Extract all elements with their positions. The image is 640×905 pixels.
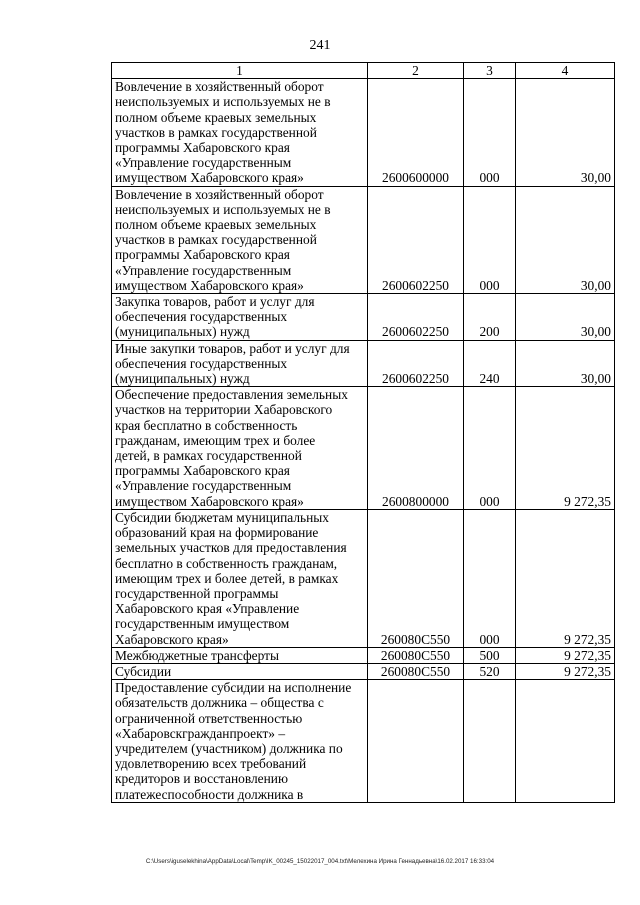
budget-table — [111, 62, 615, 803]
description-line: участков в рамках государственной — [115, 232, 317, 248]
header-col-4: 4 — [516, 63, 615, 79]
row-expense-type — [464, 680, 516, 803]
row-amount: 9 272,35 — [516, 647, 615, 663]
row-description — [112, 186, 368, 293]
row-amount — [516, 680, 615, 803]
description-line: программы Хабаровского края — [115, 140, 290, 156]
row-expense-type: 000 — [464, 79, 516, 186]
description-line: Иные закупки товаров, работ и услуг для — [115, 340, 350, 356]
row-target-code: 260080С550 — [368, 509, 464, 647]
row-amount: 30,00 — [516, 186, 615, 293]
description-line: (муниципальных) нужд — [115, 324, 250, 340]
description-line: государственной программы — [115, 585, 279, 601]
file-path-footer: C:\Users\iguselekhina\AppData\Local\Temp\IK_00245_15022017_004.txt\Мелехина Ирина Геннадьевна\16.02.2017 16:33:04 — [145, 858, 495, 865]
description-line: гражданам, имеющим трех и более — [115, 432, 316, 448]
table-header-row — [112, 63, 615, 79]
row-description — [112, 79, 368, 186]
table-row — [112, 663, 615, 679]
description-line: Вовлечение в хозяйственный оборот — [115, 79, 324, 95]
description-line: Хабаровского края «Управление — [115, 601, 300, 617]
row-expense-type: 000 — [464, 186, 516, 293]
description-line: обязательств должника – общества с — [115, 695, 324, 711]
row-amount: 30,00 — [516, 79, 615, 186]
description-line: кредиторов и восстановлению — [115, 771, 288, 787]
row-expense-type: 200 — [464, 294, 516, 341]
row-expense-type: 500 — [464, 647, 516, 663]
description-line: Обеспечение предоставления земельных — [115, 387, 348, 403]
description-line: «Управление государственным — [115, 262, 292, 278]
row-description — [112, 509, 368, 647]
row-description — [112, 387, 368, 510]
description-line: земельных участков для предоставления — [115, 540, 347, 556]
header-col-2: 2 — [368, 63, 464, 79]
description-line: имуществом Хабаровского края» — [115, 277, 304, 293]
description-line: края бесплатно в собственность — [115, 417, 298, 433]
table-row — [112, 340, 615, 387]
row-description — [112, 340, 368, 387]
description-line: (муниципальных) нужд — [115, 371, 250, 387]
row-expense-type: 000 — [464, 509, 516, 647]
table-row — [112, 509, 615, 647]
row-target-code — [368, 680, 464, 803]
row-description — [112, 647, 368, 663]
description-line: полном объеме краевых земельных — [115, 217, 317, 233]
page-number: 241 — [309, 38, 331, 53]
description-line: образований края на формирование — [115, 525, 319, 541]
row-target-code: 2600800000 — [368, 387, 464, 510]
description-line: «Хабаровскгражданпроект» – — [115, 725, 286, 741]
description-line: участков на территории Хабаровского — [115, 402, 333, 418]
row-description — [112, 663, 368, 679]
description-line: Вовлечение в хозяйственный оборот — [115, 186, 324, 202]
description-line: полном объеме краевых земельных — [115, 109, 317, 125]
description-line: Предоставление субсидии на исполнение — [115, 680, 352, 696]
header-col-3: 3 — [464, 63, 516, 79]
row-target-code: 2600600000 — [368, 79, 464, 186]
description-line: бесплатно в собственность гражданам, — [115, 555, 338, 571]
row-expense-type: 520 — [464, 663, 516, 679]
table-row — [112, 647, 615, 663]
table-row — [112, 186, 615, 293]
description-line: удовлетворению всех требований — [115, 756, 307, 772]
row-description — [112, 680, 368, 803]
row-target-code: 2600602250 — [368, 340, 464, 387]
description-line: Субсидии — [115, 663, 172, 679]
row-target-code: 2600602250 — [368, 294, 464, 341]
row-target-code: 2600602250 — [368, 186, 464, 293]
row-amount: 9 272,35 — [516, 509, 615, 647]
description-line: обеспечения государственных — [115, 309, 288, 325]
description-line: Субсидии бюджетам муниципальных — [115, 509, 329, 525]
description-line: государственным имуществом — [115, 616, 290, 632]
description-line: учредителем (участником) должника по — [115, 740, 343, 756]
table-row — [112, 680, 615, 803]
description-line: «Управление государственным — [115, 478, 292, 494]
row-expense-type: 000 — [464, 387, 516, 510]
description-line: имуществом Хабаровского края» — [115, 170, 304, 186]
row-amount: 9 272,35 — [516, 387, 615, 510]
description-line: ограниченной ответственностью — [115, 710, 303, 726]
description-line: «Управление государственным — [115, 155, 292, 171]
row-expense-type: 240 — [464, 340, 516, 387]
description-line: Закупка товаров, работ и услуг для — [115, 294, 315, 310]
row-description — [112, 294, 368, 341]
row-target-code: 260080С550 — [368, 647, 464, 663]
row-amount: 9 272,35 — [516, 663, 615, 679]
description-line: имеющим трех и более детей, в рамках — [115, 570, 339, 586]
description-line: детей, в рамках государственной — [115, 448, 302, 464]
description-line: имуществом Хабаровского края» — [115, 493, 304, 509]
table-row — [112, 79, 615, 186]
row-target-code: 260080С550 — [368, 663, 464, 679]
description-line: платежеспособности должника в — [115, 786, 304, 802]
table-row — [112, 294, 615, 341]
description-line: участков в рамках государственной — [115, 124, 317, 140]
description-line: неиспользуемых и используемых не в — [115, 94, 331, 110]
description-line: Межбюджетные трансферты — [115, 647, 279, 663]
description-line: обеспечения государственных — [115, 355, 288, 371]
header-col-1: 1 — [112, 63, 368, 79]
table-row — [112, 387, 615, 510]
row-amount: 30,00 — [516, 340, 615, 387]
description-line: Хабаровского края» — [115, 631, 229, 647]
description-line: программы Хабаровского края — [115, 247, 290, 263]
description-line: неиспользуемых и используемых не в — [115, 201, 331, 217]
description-line: программы Хабаровского края — [115, 463, 290, 479]
row-amount: 30,00 — [516, 294, 615, 341]
